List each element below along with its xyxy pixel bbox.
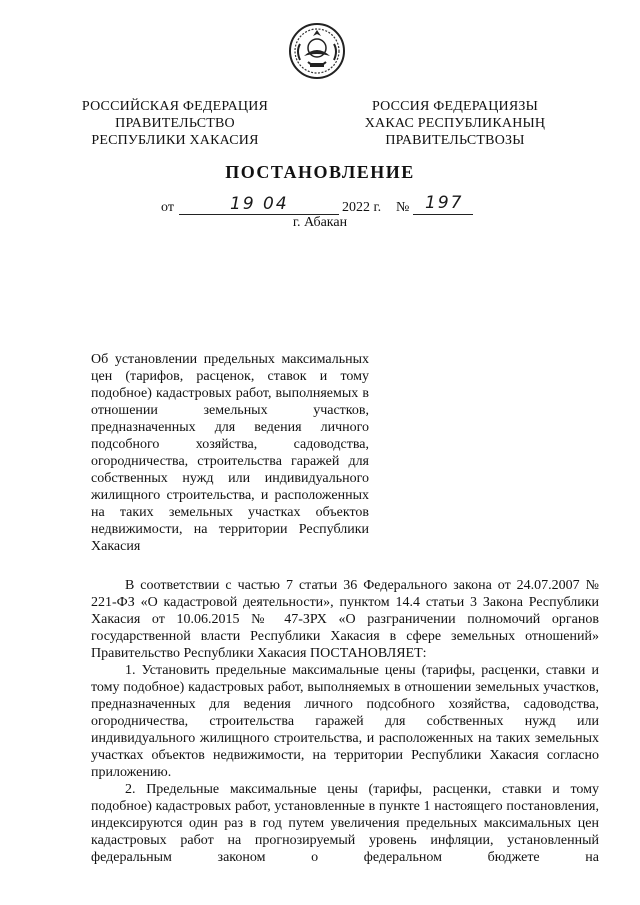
header-left-block (80, 98, 270, 149)
header-right-line-3: ПРАВИТЕЛЬСТВОЗЫ (385, 133, 525, 148)
subject-heading: Об установлении предельных максимальных цен (тарифов, расценок, ставок и тому подобное) кадастровых работ, выполняемых в отношении земельных участков, предназначенных для ведения личного подсобного хозяйства, садоводства, огородничества, строительства гаражей для собственных нужд или индивидуального жилищного строительства, и расположенных на таких земельных участках объектов недвижимости, на территории Республики Хакасия (91, 352, 369, 554)
document-title: ПОСТАНОВЛЕНИЕ (225, 162, 415, 182)
body-preamble: В соответствии с частью 7 статьи 36 Федерального закона от 24.07.2007 № 221-ФЗ «О кадастровой деятельности», пунктом 14.4 статьи 3 Закона Республики Хакасия от 10.06.2015 № 47-ЗРХ «О разграничении полномочий органов государственной власти Республики Хакасия в сфере земельных отношений» Правительство Республики Хакасия ПОСТАНОВЛЯЕТ: (91, 578, 599, 661)
header-left-line-1: РОССИЙСКАЯ ФЕДЕРАЦИЯ (81, 99, 269, 114)
handwritten-date: 19 04 (230, 194, 289, 214)
number-sign: № (396, 200, 410, 215)
document-body (91, 577, 599, 866)
header-right-block (360, 98, 550, 149)
date-prefix: от (161, 200, 174, 215)
body-item-2: 2. Предельные максимальные цены (тарифы, расценки, ставки и тому подобное) кадастровых работ, установленные в пункте 1 настоящего постановления, индексируются один раз в год путем увеличения предельных максимальных цен кадастровых работ на прогнозируемый уровень инфляции, установленный федеральным законом о федеральном бюджете на (91, 782, 599, 865)
coat-of-arms-icon (288, 22, 346, 80)
header-right-line-1: РОССИЯ ФЕДЕРАЦИЯЗЫ (371, 99, 539, 114)
date-year: 2022 г. (342, 200, 382, 215)
city-line: г. Абакан (292, 215, 348, 230)
body-item-1: 1. Установить предельные максимальные цены (тарифы, расценки, ставки и тому подобное) кадастровых работ, выполняемых в отношении земельных участков, предназначенных для ведения личного подсобного хозяйства, садоводства, огородничества, строительства гаражей для собственных нужд или индивидуального жилищного строительства, и расположенных на таких земельных участках объектов недвижимости, на территории Республики Хакасия согласно приложению. (91, 663, 599, 780)
dateline (0, 193, 640, 217)
header-left-line-3: РЕСПУБЛИКИ ХАКАСИЯ (91, 133, 259, 148)
handwritten-number: 197 (425, 193, 464, 213)
header-left-line-2: ПРАВИТЕЛЬСТВО (115, 116, 235, 131)
header-right-line-2: ХАКАС РЕСПУБЛИКАНЫҢ (364, 116, 546, 131)
